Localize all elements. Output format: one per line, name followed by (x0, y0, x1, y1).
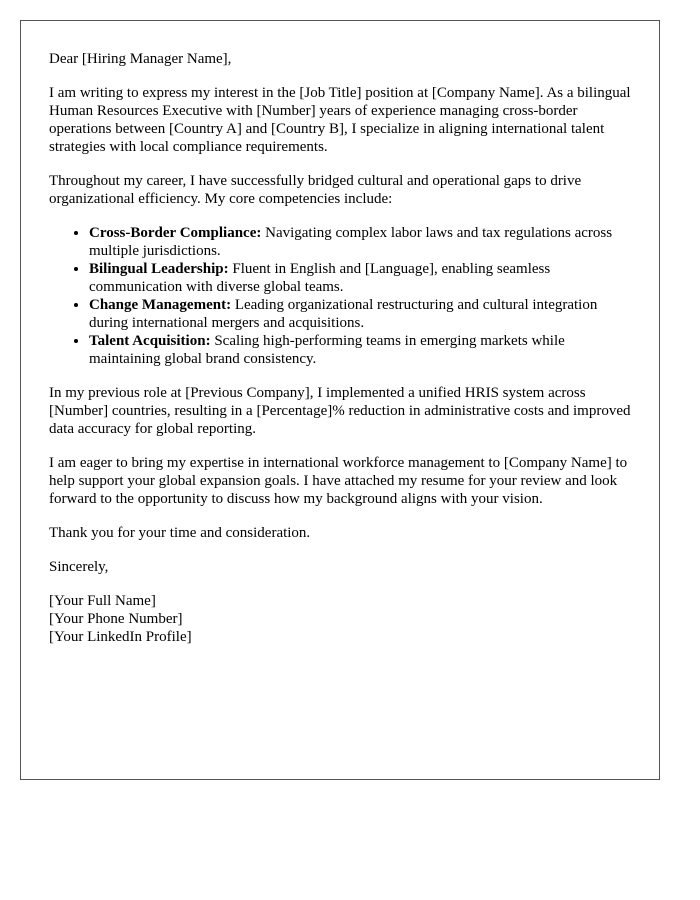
signature-phone: [Your Phone Number] (49, 611, 183, 627)
competency-title: Cross-Border Compliance: (89, 225, 262, 241)
thanks-paragraph: Thank you for your time and consideration. (49, 525, 311, 541)
signature-name: [Your Full Name] (49, 593, 156, 609)
competency-title: Bilingual Leadership: (89, 261, 229, 277)
salutation: Dear [Hiring Manager Name], (49, 51, 232, 67)
signature-linkedin: [Your LinkedIn Profile] (49, 629, 192, 645)
competency-text: Navigating complex labor laws and tax regulations across multiple jurisdictions. (89, 225, 613, 259)
list-item (89, 332, 631, 368)
competency-title: Change Management: (89, 297, 232, 313)
competency-title: Talent Acquisition: (89, 333, 211, 349)
closing: Sincerely, (49, 559, 109, 575)
competencies-list (49, 224, 631, 368)
intro-paragraph: I am writing to express my interest in the [Job Title] position at [Company Name]. As a bilingual Human Resources Executive with [Number] years of experience managing cross-border operations between [Country A] and [Country B], I specialize in aligning international talent strategies with local compliance requirements. (49, 85, 631, 155)
list-item (89, 260, 631, 296)
previous-role-paragraph: In my previous role at [Previous Company], I implemented a unified HRIS system across [Number] countries, resulting in a [Percentage]% reduction in administrative costs and improved data accuracy for global reporting. (49, 385, 631, 437)
competency-text: Fluent in English and [Language], enabling seamless communication with diverse global teams. (89, 261, 551, 295)
cover-letter (20, 20, 660, 780)
competency-text: Scaling high-performing teams in emerging markets while maintaining global brand consistency. (89, 333, 565, 367)
list-item (89, 296, 631, 332)
competency-text: Leading organizational restructuring and cultural integration during international mergers and acquisitions. (89, 297, 598, 331)
list-item (89, 224, 631, 260)
signature-block (49, 592, 631, 646)
competencies-intro-paragraph: Throughout my career, I have successfully bridged cultural and operational gaps to drive organizational efficiency. My core competencies include: (49, 173, 582, 207)
eager-paragraph: I am eager to bring my expertise in international workforce management to [Company Name] to help support your global expansion goals. I have attached my resume for your review and look forward to the opportunity to discuss how my background aligns with your vision. (49, 455, 628, 507)
